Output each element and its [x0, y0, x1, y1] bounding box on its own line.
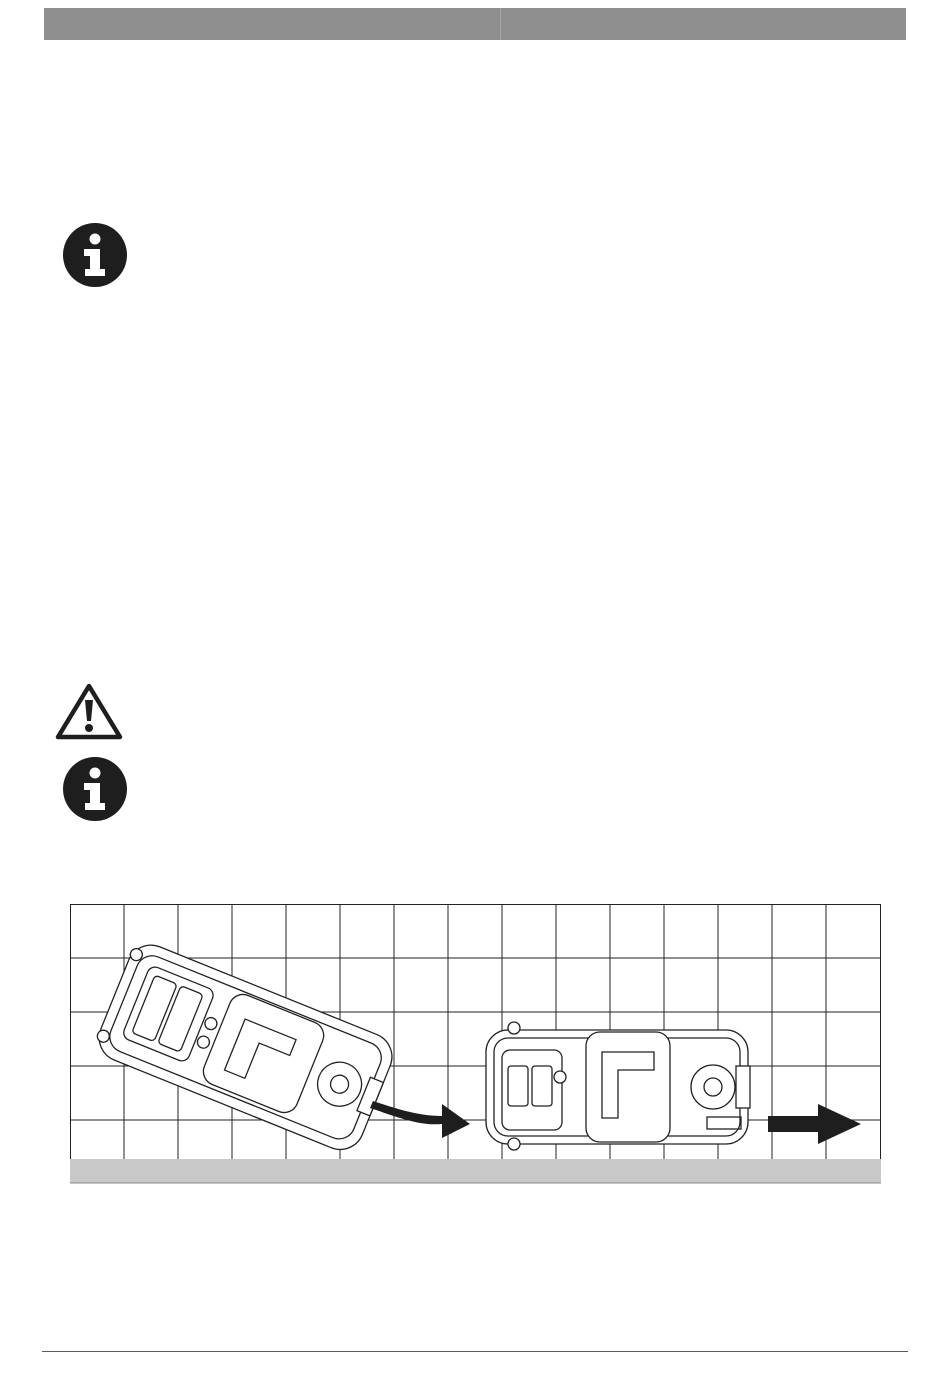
page-header-bar — [44, 8, 906, 40]
machine-rotated — [91, 938, 399, 1157]
floor-strip — [70, 1159, 881, 1183]
machine-turning-figure — [70, 904, 881, 1184]
header-left-cell — [44, 8, 501, 40]
header-right-cell — [501, 8, 906, 40]
straight-arrow — [768, 1104, 861, 1144]
warning-icon — [55, 682, 123, 740]
footer-rule — [42, 1351, 908, 1352]
info-icon — [62, 222, 128, 288]
info-icon — [62, 756, 128, 822]
machine-straight — [486, 1022, 750, 1150]
